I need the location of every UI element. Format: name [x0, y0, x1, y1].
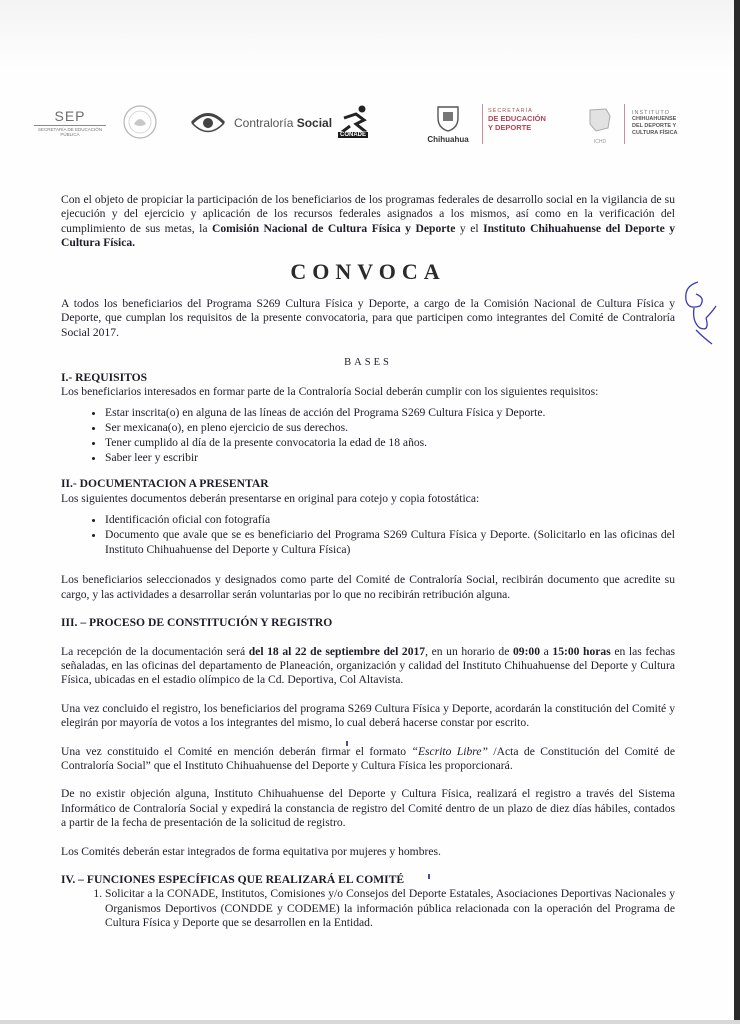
p1-text: , en un horario de — [425, 644, 513, 658]
secretaria-line1: SECRETARÍA — [488, 108, 533, 114]
escrito-libre: “Escrito Libre” — [411, 744, 488, 758]
registration-start-time: 09:00 — [512, 644, 541, 658]
list-item: • Documento que avale que se es beneficiario del Programa S269 Cultura Física y Deporte. (Solicitarlo en las oficinas del Instituto Chihuahuense del Deporte y Cultura Física) — [105, 527, 675, 557]
p3-text: Una vez constituido el Comité en mención deberán firmar el formato — [61, 744, 412, 758]
chihuahua-shield-icon — [435, 104, 461, 132]
requirements-list — [61, 405, 675, 465]
contraloria-social-logo — [190, 108, 333, 138]
document-title: CONVOCA — [290, 258, 446, 284]
instituto-chihuahuense-logo — [632, 110, 712, 137]
sep-logo-subtitle: SECRETARÍA DE EDUCACIÓN PÚBLICA — [38, 127, 102, 137]
secretaria-educacion-logo — [488, 108, 578, 132]
intro-mid: y el — [455, 221, 484, 235]
scan-shadow-top — [0, 0, 740, 72]
contraloria-text-bold: Social — [296, 116, 333, 130]
section-heading: I.- REQUISITOS — [61, 370, 148, 384]
signature-paragraph — [61, 745, 675, 774]
instituto-line2: CHIHUAHUENSE — [632, 116, 677, 122]
handwritten-initial — [676, 278, 720, 348]
sep-logo — [28, 108, 112, 137]
chihuahua-logo — [418, 104, 478, 144]
section2-intro: Los siguientes documentos deberán presentarse en original para cotejo y copia fotostática: — [61, 491, 480, 505]
intro-bold-ichd: Instituto Chihuahuense del Deporte y Cultura Física. — [61, 221, 676, 250]
scan-edge-bottom — [0, 1020, 740, 1024]
secretaria-line3: Y DEPORTE — [488, 123, 532, 132]
registration-end-time: 15:00 horas — [552, 644, 611, 658]
divider — [624, 104, 625, 144]
ichd-logo — [586, 106, 614, 145]
section-heading: IV. – FUNCIONES ESPECÍFICAS QUE REALIZARÁ EL COMITÉ — [61, 872, 405, 886]
contraloria-text-light: Contraloría — [234, 116, 297, 130]
logo-header — [20, 100, 720, 150]
section1-intro: Los beneficiarios interesados en formar parte de la Contraloría Social deberán cumplir con los siguientes requisitos: — [61, 385, 599, 399]
chihuahua-wordmark: Chihuahua — [427, 135, 469, 144]
intro-bold-conade: Comisión Nacional de Cultura Física y Deporte — [211, 221, 456, 235]
bases-title: BASES — [344, 357, 392, 369]
instituto-line3: DEL DEPORTE Y — [632, 123, 677, 129]
conade-label: CONADE — [340, 132, 367, 138]
list-item: • Estar inscrita(o) en alguna de las líneas de acción del Programa S269 Cultura Física y Deporte. — [105, 405, 675, 420]
documents-list — [61, 512, 675, 557]
document-body — [61, 193, 675, 931]
list-item: • Identificación oficial con fotografía — [105, 512, 675, 527]
scan-edge-right — [734, 0, 740, 1024]
call-paragraph: A todos los beneficiarios del Programa S269 Cultura Física y Deporte, a cargo de la Comisión Nacional de Cultura Física y Deporte, que cumplan los requisitos de la presente convocatoria, para que participen como integrantes del Comité de Contraloría Social 2017. — [61, 297, 675, 339]
contraloria-social-wordmark — [234, 116, 332, 130]
sep-logo-rule — [34, 125, 106, 126]
conade-logo — [336, 104, 374, 142]
p1-text: La recepción de la documentación será — [61, 644, 249, 658]
list-item: • Tener cumplido al día de la presente convocatoria la edad de 18 años. — [105, 435, 675, 450]
registration-dates: del 18 al 22 de septiembre del 2017 — [248, 644, 426, 658]
section-heading: III. – PROCESO DE CONSTITUCIÓN Y REGISTRO — [61, 616, 333, 630]
list-item: • Ser mexicana(o), en pleno ejercicio de sus derechos. — [105, 420, 675, 435]
p1-text: a — [540, 644, 553, 658]
mexico-seal-icon — [122, 104, 158, 140]
list-item: 1. Solicitar a la CONADE, Institutos, Comisiones y/o Consejos del Deporte Estatales, Asociaciones Deportivas Nacionales y Organismos Deportivos (CONDDE y CODEME) la información pública relacionada con la operación del Programa de Cultura Física y Deporte que se desarrollen en la Entidad. — [105, 887, 675, 930]
section2-note: Los beneficiarios seleccionados y designados como parte del Comité de Contraloría Social, recibirán documento que acredite su cargo, y las actividades a desarrollar serán voluntarias por lo que no recibirán retribución alguna. — [61, 573, 675, 601]
divider — [482, 104, 483, 144]
section-heading: II.- DOCUMENTACION A PRESENTAR — [61, 477, 269, 491]
functions-list — [61, 887, 675, 930]
list-item: • Saber leer y escribir — [105, 450, 675, 465]
sep-logo-text: SEP — [54, 108, 86, 124]
ichd-abbr: ICHD — [593, 139, 607, 145]
secretaria-line2: DE EDUCACIÓN — [488, 114, 546, 123]
p3-text: /Acta de Constitución del Comité de Contraloría Social” que el Instituto Chihuahuense del Deporte y Cultura Física les proporcionará. — [61, 744, 675, 772]
chihuahua-map-icon — [586, 106, 614, 134]
registration-paragraph — [61, 645, 675, 688]
instituto-line4: CULTURA FÍSICA — [632, 130, 678, 136]
equity-paragraph: Los Comités deberán estar integrados de forma equitativa por mujeres y hombres. — [61, 844, 441, 858]
runner-icon — [336, 104, 374, 134]
p1-text: en las fechas señaladas, en las oficinas del departamento de Planeación, organización y calidad del Instituto Chihuahuense del Deporte y Cultura Física, ubicadas en el estadio olímpico de la Cd. Deportiva, Col Altavista. — [61, 644, 675, 687]
constitution-paragraph: Una vez concluido el registro, los beneficiarios del programa S269 Cultura Física y Deporte, acordarán la constitución del Comité y elegirán por mayoría de votos a los integrantes del mismo, lo cual deberá hacerse constar por escrito. — [61, 701, 675, 730]
eye-icon — [190, 108, 226, 138]
instituto-line1: INSTITUTO — [632, 110, 670, 116]
intro-paragraph — [61, 193, 675, 251]
registry-paragraph: De no existir objeción alguna, Instituto Chihuahuense del Deporte y Cultura Física, realizará el registro a través del Sistema Informático de Contraloría Social y expedirá la constancia de registro del Comité dentro de un plazo de diez días hábiles, contados a partir de la fecha de presentación de la solicitud de registro. — [61, 787, 675, 830]
intro-text: Con el objeto de propiciar la participación de los beneficiarios de los programas federales de desarrollo social en la vigilancia de su ejecución y del ejercicio y aplicación de los recursos federales asignados a los mismos, así como en la verificación del cumplimiento de sus metas, la — [61, 193, 675, 235]
